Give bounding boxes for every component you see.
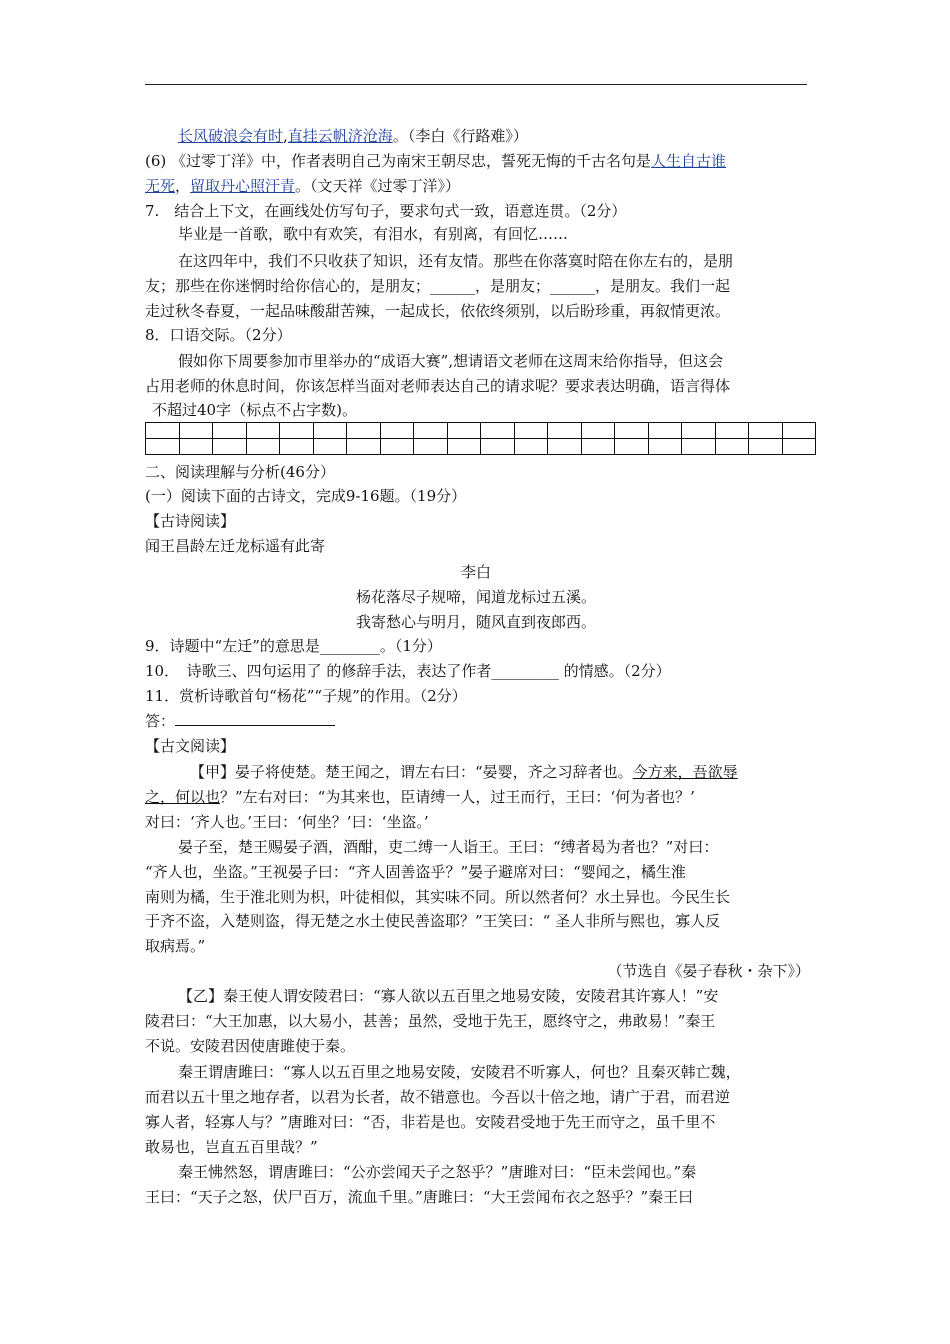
grid-row <box>146 423 816 439</box>
question-7: 7. 结合上下文，在画线处仿写句子，要求句式一致，语意连贯。（2分） <box>145 202 627 220</box>
filled-answer: 直挂云帆济沧海 <box>287 127 393 145</box>
passage-b-line-9: 王曰：“天子之怒，伏尸百万，流血千里。”唐雎曰：“大王尝闻布衣之怒乎？”秦王曰 <box>145 1188 694 1206</box>
answer-blank[interactable]: _________ <box>491 662 559 680</box>
passage-a-line-7: 于齐不盗，入楚则盗，得无楚之水土使民善盗耶？”王笑曰：“ 圣人非所与熙也，寡人反 <box>145 912 721 930</box>
section-2-title: 二、阅读理解与分析(46分） <box>145 463 335 481</box>
q7-text-3: 走过秋冬春夏，一起品味酸甜苦辣，一起成长，依依终须别，以后盼珍重，再叙情更浓。 <box>145 302 731 320</box>
question-10: 10． 诗歌三、四句运用了 的修辞手法，表达了作者_________ 的情感。（2分） <box>145 662 671 680</box>
answer-blank[interactable] <box>175 709 335 726</box>
poem-line-1: 杨花落尽子规啼，闻道龙标过五溪。 <box>355 588 596 606</box>
underlined-sentence: 今方来，吾欲辱 <box>632 763 738 781</box>
answer-label: 答： <box>145 712 176 730</box>
q7-prompt: 毕业是一首歌，歌中有欢笑，有泪水，有别离，有回忆…… <box>178 225 569 243</box>
passage-b-line-2: 陵君曰：“大王加惠，以大易小，甚善；虽然，受地于先王，愿终守之，弗敢易！”秦王 <box>145 1012 716 1030</box>
q7-text-2: 友；那些在你迷惘时给你信心的，是朋友；______，是朋友；______，是朋友。我们一起 <box>145 277 731 295</box>
passage-a-line-2: 之，何以也？”左右对曰：“为其来也，臣请缚一人，过王而行，王曰：‘何为者也？’ <box>145 788 695 806</box>
passage-b-line-5: 而君以五十里之地存者，以君为长者，故不错意也。今吾以十倍之地，请广于君，而君逆 <box>145 1088 731 1106</box>
line-xinglunan: 长风破浪会有时,直挂云帆济沧海。（李白《行路难》） <box>178 127 528 145</box>
prose-heading: 【古文阅读】 <box>145 737 236 755</box>
passage-a-line-8: 取病焉。” <box>145 937 206 955</box>
answer-blank[interactable]: ________ <box>319 637 380 655</box>
q8-text-2: 占用老师的休息时间，你该怎样当面对老师表达自己的请求呢？要求表达明确，语言得体 <box>145 377 731 395</box>
question-9: 9．诗题中“左迁”的意思是________。（1分） <box>145 637 442 655</box>
line-q6-cont: 无死，留取丹心照汗青。（文天祥《过零丁洋》） <box>145 177 461 195</box>
passage-b-line-3: 不说。安陵君因使唐雎使于秦。 <box>145 1037 356 1055</box>
passage-b-line-8: 秦王怫然怒，谓唐雎曰：“公亦尝闻天子之怒乎？”唐雎对曰：“臣未尝闻也。”秦 <box>178 1163 697 1181</box>
answer-grid[interactable] <box>145 422 816 455</box>
answer-blank[interactable]: ______ <box>430 277 476 295</box>
passage-a-line-5: “齐人也，坐盗。”王视晏子曰：“齐人固善盗乎？”晏子避席对曰：“婴闻之，橘生淮 <box>145 863 686 881</box>
passage-a-line-3: 对曰：‘齐人也。’王曰：‘何坐？’曰：‘坐盗。’ <box>145 813 429 831</box>
line-q6: (6) 《过零丁洋》中，作者表明自己为南宋王朝尽忠，誓死无悔的千古名句是人生自古谁 <box>145 152 727 170</box>
passage-b-line-1: 【乙】秦王使人谓安陵君曰：“寡人欲以五百里之地易安陵，安陵君其许寡人！”安 <box>178 987 719 1005</box>
q7-text-1: 在这四年中，我们不只收获了知识，还有友情。那些在你落寞时陪在你左右的，是朋 <box>178 252 734 270</box>
poem-line-2: 我寄愁心与明月，随风直到夜郎西。 <box>355 613 596 631</box>
filled-answer: 人生自古谁 <box>651 152 727 170</box>
filled-answer: 留取丹心照汗青 <box>190 177 296 195</box>
filled-answer: 长风破浪会有时 <box>178 127 284 145</box>
poem-author: 李白 <box>460 563 491 581</box>
header-rule <box>145 84 807 85</box>
source-note: （节选自《晏子春秋・杂下》） <box>607 962 810 980</box>
underlined-sentence: 之，何以也 <box>145 788 221 806</box>
grid-row <box>146 439 816 455</box>
q8-text-3: 不超过40字（标点不占字数)。 <box>152 401 357 419</box>
question-8: 8．口语交际。（2分） <box>145 326 292 344</box>
answer-line <box>145 709 810 733</box>
filled-answer: 无死 <box>145 177 176 195</box>
passage-b-line-4: 秦王谓唐雎曰：“寡人以五百里之地易安陵，安陵君不听寡人，何也？且秦灭韩亡魏， <box>178 1063 741 1081</box>
section-2-sub: (一）阅读下面的古诗文，完成9-16题。（19分） <box>145 487 467 505</box>
q8-text-1: 假如你下周要参加市里举办的“成语大赛”,想请语文老师在这周末给你指导，但这会 <box>178 352 724 370</box>
poem-title: 闻王昌龄左迁龙标遥有此寄 <box>145 537 326 555</box>
answer-blank[interactable]: ______ <box>550 277 596 295</box>
passage-a-line-4: 晏子至，楚王赐晏子酒，酒酣，吏二缚一人诣王。王曰：“缚者曷为者也？”对曰： <box>178 838 719 856</box>
passage-a-line-1: 【甲】晏子将使楚。楚王闻之，谓左右曰：“晏婴，齐之习辞者也。今方来，吾欲辱 <box>190 763 738 781</box>
passage-b-line-6: 寡人者，轻寡人与？”唐雎对曰：“否，非若是也。安陵君受地于先王而守之，虽千里不 <box>145 1113 716 1131</box>
poem-heading: 【古诗阅读】 <box>145 512 236 530</box>
passage-b-line-7: 敢易也，岂直五百里哉？” <box>145 1138 318 1156</box>
question-11: 11．赏析诗歌首句“杨花”“子规”的作用。（2分） <box>145 687 467 705</box>
passage-a-line-6: 南则为橘，生于淮北则为枳，叶徒相似，其实味不同。所以然者何？水土异也。今民生长 <box>145 888 731 906</box>
